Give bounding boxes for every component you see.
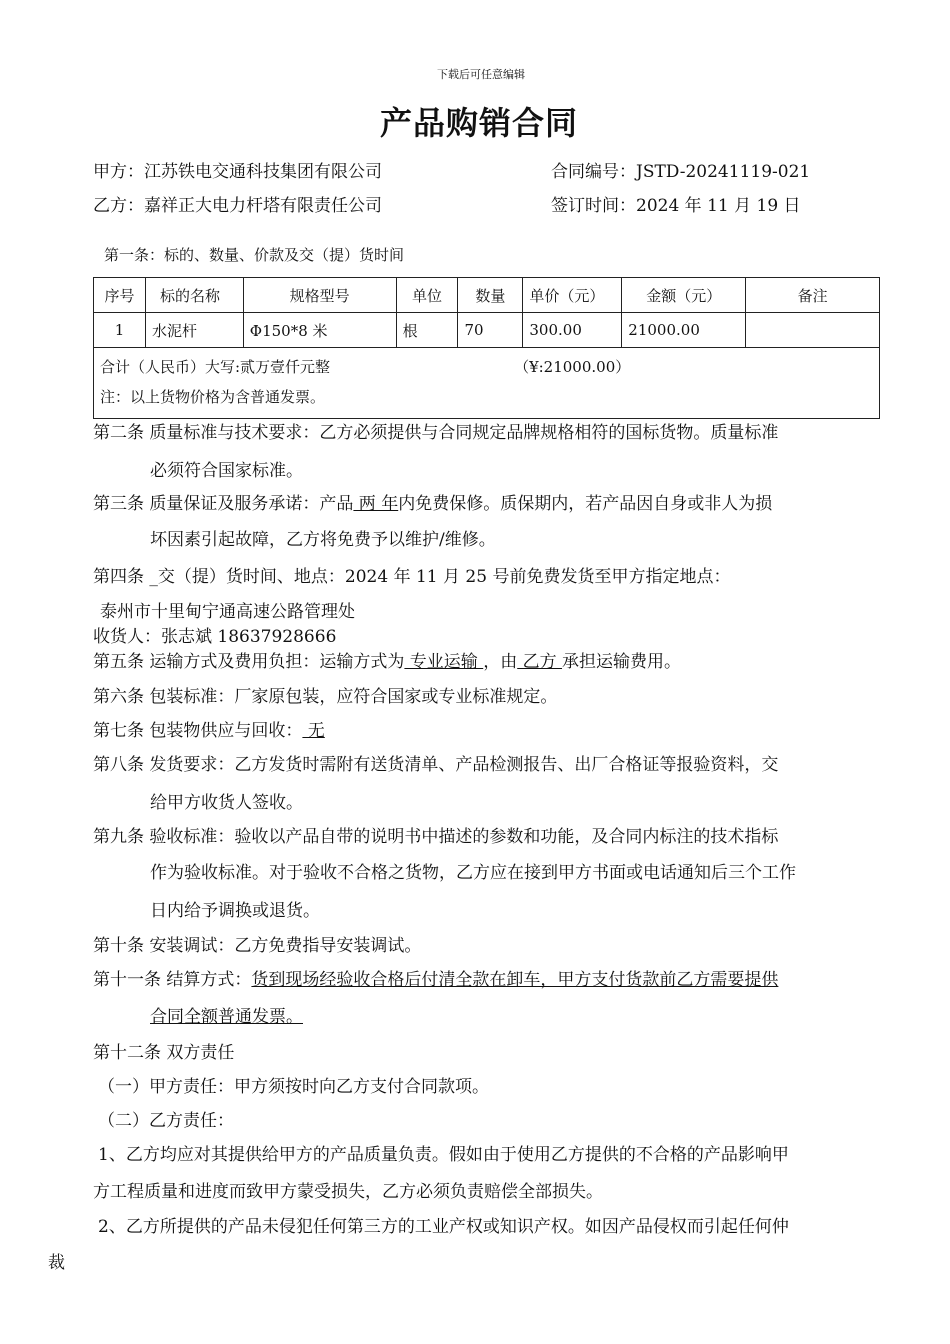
sign-date: 签订时间：2024 年 11 月 19 日 (551, 196, 801, 216)
cell-index: 1 (94, 313, 146, 348)
col-header-remark: 备注 (746, 278, 880, 313)
article-5-mid: ，由 (483, 652, 518, 672)
article-9-line-1: 第九条 验收标准：验收以产品自带的说明书中描述的参数和功能，及合同内标注的技术指标 (93, 827, 779, 847)
party-b: 乙方：嘉祥正大电力杆塔有限责任公司 (93, 196, 382, 216)
table-header-row (94, 278, 880, 313)
table-footer-row (94, 348, 880, 419)
party-a: 甲方：江苏铁电交通科技集团有限公司 (93, 162, 382, 182)
article-7 (93, 716, 325, 741)
article-5-suffix: 承担运输费用。 (562, 652, 682, 672)
party-b-responsibility: （二）乙方责任： (98, 1111, 234, 1131)
article-3-suffix: 内免费保修。质保期内，若产品因自身或非人为损 (398, 494, 773, 514)
col-header-name: 标的名称 (145, 278, 243, 313)
contract-number: 合同编号：JSTD-20241119-021 (551, 162, 811, 182)
article-9-line-2: 作为验收标准。对于验收不合格之货物，乙方应在接到甲方书面或电话通知后三个工作 (150, 863, 796, 883)
document-title: 产品购销合同 (380, 104, 579, 142)
article-1-heading: 第一条：标的、数量、价款及交（提）货时间 (104, 246, 405, 264)
article-8-line-2: 给甲方收货人签收。 (150, 793, 303, 813)
col-header-unit: 单位 (396, 278, 458, 313)
article-4-line-1: 第四条 _交（提）货时间、地点：2024 年 11 月 25 号前免费发货至甲方指定地点： (93, 567, 731, 587)
clause-12-2-1-line-2: 方工程质量和进度而致甲方蒙受损失，乙方必须负责赔偿全部损失。 (93, 1182, 603, 1202)
clause-12-2-2-line-1: 2、乙方所提供的产品未侵犯任何第三方的工业产权或知识产权。如因产品侵权而引起任何仲 (98, 1217, 789, 1237)
table-row (94, 313, 880, 348)
cell-unit: 根 (396, 313, 458, 348)
cost-bearer: 乙方 (517, 652, 563, 672)
article-10: 第十条 安装调试：乙方免费指导安装调试。 (93, 936, 422, 956)
clause-12-2-1-line-1: 1、乙方均应对其提供给甲方的产品质量负责。假如由于使用乙方提供的不合格的产品影响甲 (98, 1145, 789, 1165)
article-11-prefix: 第十一条 结算方式： (93, 970, 252, 990)
article-5 (93, 647, 681, 672)
article-9-line-3: 日内给予调换或退货。 (150, 901, 320, 921)
goods-table (93, 277, 880, 419)
cell-name: 水泥杆 (145, 313, 243, 348)
article-2-line-2: 必须符合国家标准。 (150, 461, 303, 481)
article-8-line-1: 第八条 发货要求：乙方发货时需附有送货清单、产品检测报告、出厂合格证等报验资料，交 (93, 755, 779, 775)
download-note: 下载后可任意编辑 (437, 68, 525, 81)
warranty-period: 两 年 (353, 494, 399, 514)
cell-remark (746, 313, 880, 348)
cell-spec: Φ150*8 米 (243, 313, 396, 348)
article-3-prefix: 第三条 质量保证及服务承诺：产品 (93, 494, 354, 514)
article-3-line-2: 坏因素引起故障，乙方将免费予以维护/维修。 (150, 530, 496, 550)
total-label: 合计（人民币）大写:贰万壹仟元整 (100, 358, 331, 376)
settlement-terms: 货到现场经验收合格后付清全款在卸车，甲方支付货款前乙方需要提供 (251, 970, 779, 990)
price-note: 注：以上货物价格为含普通发票。 (100, 388, 326, 406)
col-header-qty: 数量 (458, 278, 523, 313)
article-11-line-2: 合同全额普通发票。 (150, 1007, 303, 1027)
delivery-address: 泰州市十里甸宁通高速公路管理处 (100, 602, 355, 622)
clause-12-2-2-line-2: 裁 (48, 1253, 65, 1273)
cell-amount: 21000.00 (622, 313, 746, 348)
consignee: 收货人：张志斌 18637928666 (93, 627, 337, 647)
table-footer (94, 348, 880, 419)
article-11-line-1 (93, 965, 778, 990)
article-7-prefix: 第七条 包装物供应与回收： (93, 721, 303, 741)
article-2-line-1: 第二条 质量标准与技术要求：乙方必须提供与合同规定品牌规格相符的国标货物。质量标准 (93, 423, 779, 443)
packaging-return: 无 (302, 721, 325, 741)
article-6: 第六条 包装标准：厂家原包装，应符合国家或专业标准规定。 (93, 687, 558, 707)
col-header-spec: 规格型号 (243, 278, 396, 313)
cell-unit-price: 300.00 (523, 313, 622, 348)
article-3-line-1 (93, 489, 772, 514)
article-12-heading: 第十二条 双方责任 (93, 1043, 235, 1063)
cell-qty: 70 (458, 313, 523, 348)
article-5-prefix: 第五条 运输方式及费用负担：运输方式为 (93, 652, 405, 672)
party-a-responsibility: （一）甲方责任：甲方须按时向乙方支付合同款项。 (98, 1077, 489, 1097)
col-header-unit-price: 单价（元） (523, 278, 622, 313)
total-amount: （¥:21000.00） (514, 358, 631, 376)
col-header-amount: 金额（元） (622, 278, 746, 313)
transport-method: 专业运输 (404, 652, 484, 672)
col-header-index: 序号 (94, 278, 146, 313)
